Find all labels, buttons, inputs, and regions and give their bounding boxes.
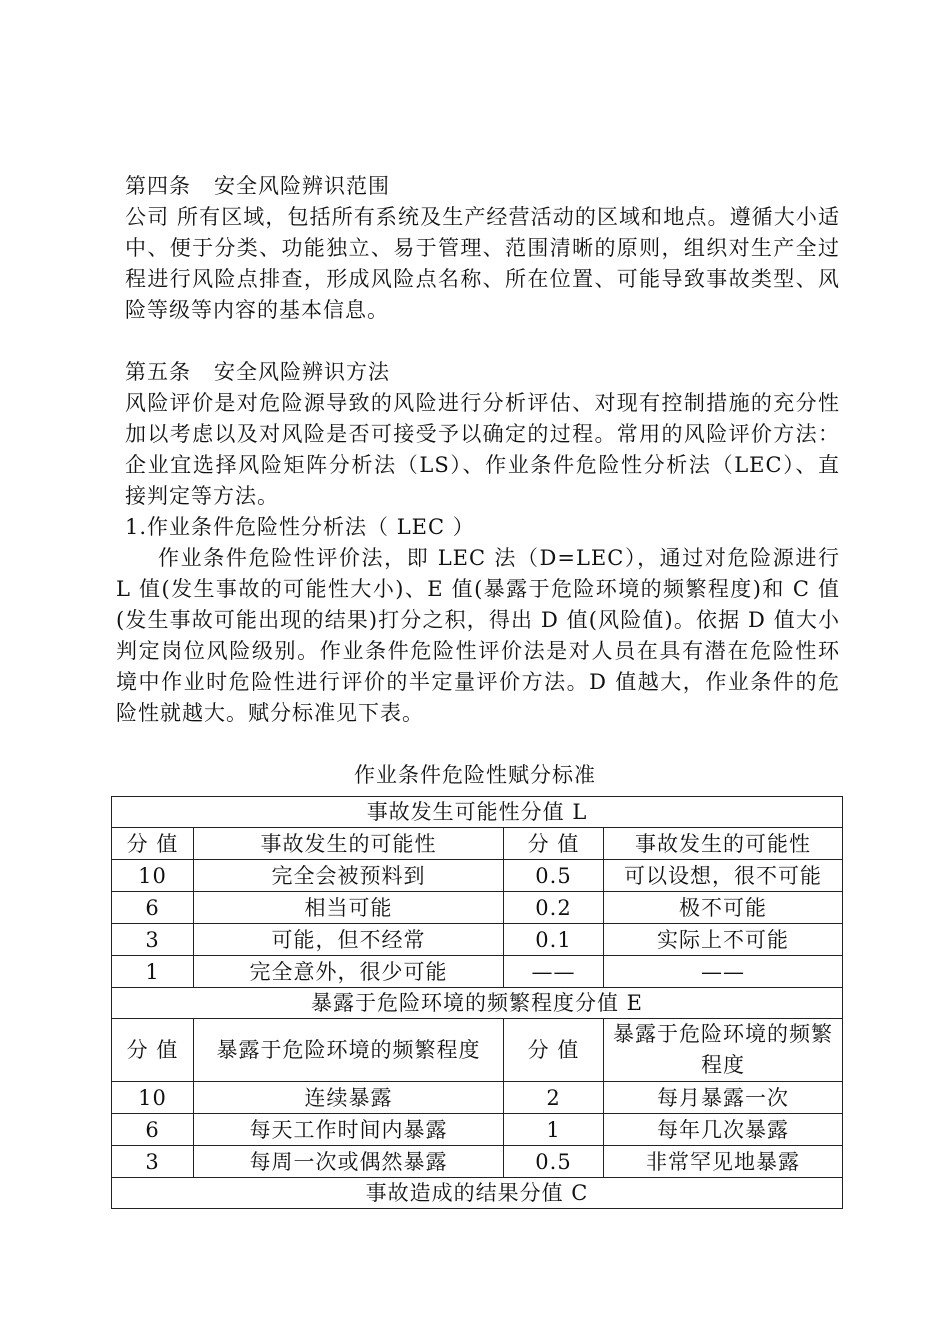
header-cell: 事故发生的可能性 — [604, 828, 843, 860]
table-row — [112, 1114, 843, 1146]
header-cell: 暴露于危险环境的频繁程度 — [194, 1019, 504, 1082]
table-cell: 2 — [504, 1082, 604, 1114]
table-cell: 每年几次暴露 — [604, 1114, 843, 1146]
table-cell: 0.5 — [504, 860, 604, 892]
table-cell: 3 — [112, 1146, 194, 1178]
table-cell: 1 — [504, 1114, 604, 1146]
table-header-row — [112, 1019, 843, 1082]
table-row — [112, 956, 843, 988]
section-4-body: 公司 所有区域，包括所有系统及生产经营活动的区域和地点。遵循大小适中、便于分类、功能独立、易于管理、范围清晰的原则，组织对生产全过程进行风险点排查，形成风险点名称、所在位置、可能导致事故类型、风险等级等内容的基本信息。 — [125, 205, 840, 322]
table-cell: 连续暴露 — [194, 1082, 504, 1114]
table-section-e: 暴露于危险环境的频繁程度分值 E — [112, 988, 843, 1019]
lec-subheading: 1.作业条件危险性分析法（ LEC ） — [125, 515, 475, 539]
table-cell: 每周一次或偶然暴露 — [194, 1146, 504, 1178]
table-row — [112, 924, 843, 956]
table-cell: 3 — [112, 924, 194, 956]
table-row — [112, 1082, 843, 1114]
table-cell: 非常罕见地暴露 — [604, 1146, 843, 1178]
table-section-c: 事故造成的结果分值 C — [112, 1178, 843, 1209]
header-cell: 分 值 — [504, 1019, 604, 1082]
section-5-body: 风险评价是对危险源导致的风险进行分析评估、对现有控制措施的充分性加以考虑以及对风险是否可接受予以确定的过程。常用的风险评价方法：企业宜选择风险矩阵分析法（LS）、作业条件危险性分析法（LEC）、直接判定等方法。 — [125, 391, 840, 508]
table-cell: 可能，但不经常 — [194, 924, 504, 956]
table-cell: 6 — [112, 1114, 194, 1146]
header-cell: 事故发生的可能性 — [194, 828, 504, 860]
section-5-heading: 第五条 安全风险辨识方法 — [125, 360, 391, 384]
table-cell: —— — [604, 956, 843, 988]
table-cell: 相当可能 — [194, 892, 504, 924]
table-cell: 1 — [112, 956, 194, 988]
lec-scoring-table — [111, 796, 843, 1209]
table-cell: 10 — [112, 1082, 194, 1114]
table-cell: 实际上不可能 — [604, 924, 843, 956]
table-cell: 0.1 — [504, 924, 604, 956]
table-cell: 完全意外，很少可能 — [194, 956, 504, 988]
table-cell: 可以设想，很不可能 — [604, 860, 843, 892]
table-cell: 10 — [112, 860, 194, 892]
table-cell: 完全会被预料到 — [194, 860, 504, 892]
section-4-heading: 第四条 安全风险辨识范围 — [125, 174, 391, 198]
table-row — [112, 1146, 843, 1178]
lec-description: 作业条件危险性评价法，即 LEC 法（D=LEC），通过对危险源进行 L 值(发生事故的可能性大小)、E 值(暴露于危险环境的频繁程度)和 C 值(发生事故可能出现的结果)打分之积，得出 D 值(风险值)。依据 D 值大小判定岗位风险级别。作业条件危险性评价法是对人员在具有潜在危险性环境中作业时危险性进行评价的半定量评价方法。D 值越大，作业条件的危险性就越大。赋分标准见下表。 — [116, 546, 840, 725]
table-header-row — [112, 828, 843, 860]
table-cell: 0.2 — [504, 892, 604, 924]
table-cell: 0.5 — [504, 1146, 604, 1178]
header-cell: 分 值 — [504, 828, 604, 860]
table-cell: 每天工作时间内暴露 — [194, 1114, 504, 1146]
table-title: 作业条件危险性赋分标准 — [354, 763, 596, 787]
table-section-l: 事故发生可能性分值 L — [112, 797, 843, 828]
table-cell: 每月暴露一次 — [604, 1082, 843, 1114]
header-cell: 分 值 — [112, 1019, 194, 1082]
table-row — [112, 860, 843, 892]
table-row — [112, 892, 843, 924]
header-cell: 分 值 — [112, 828, 194, 860]
table-cell: 6 — [112, 892, 194, 924]
table-cell: —— — [504, 956, 604, 988]
header-cell: 暴露于危险环境的频繁程度 — [604, 1019, 843, 1082]
table-cell: 极不可能 — [604, 892, 843, 924]
